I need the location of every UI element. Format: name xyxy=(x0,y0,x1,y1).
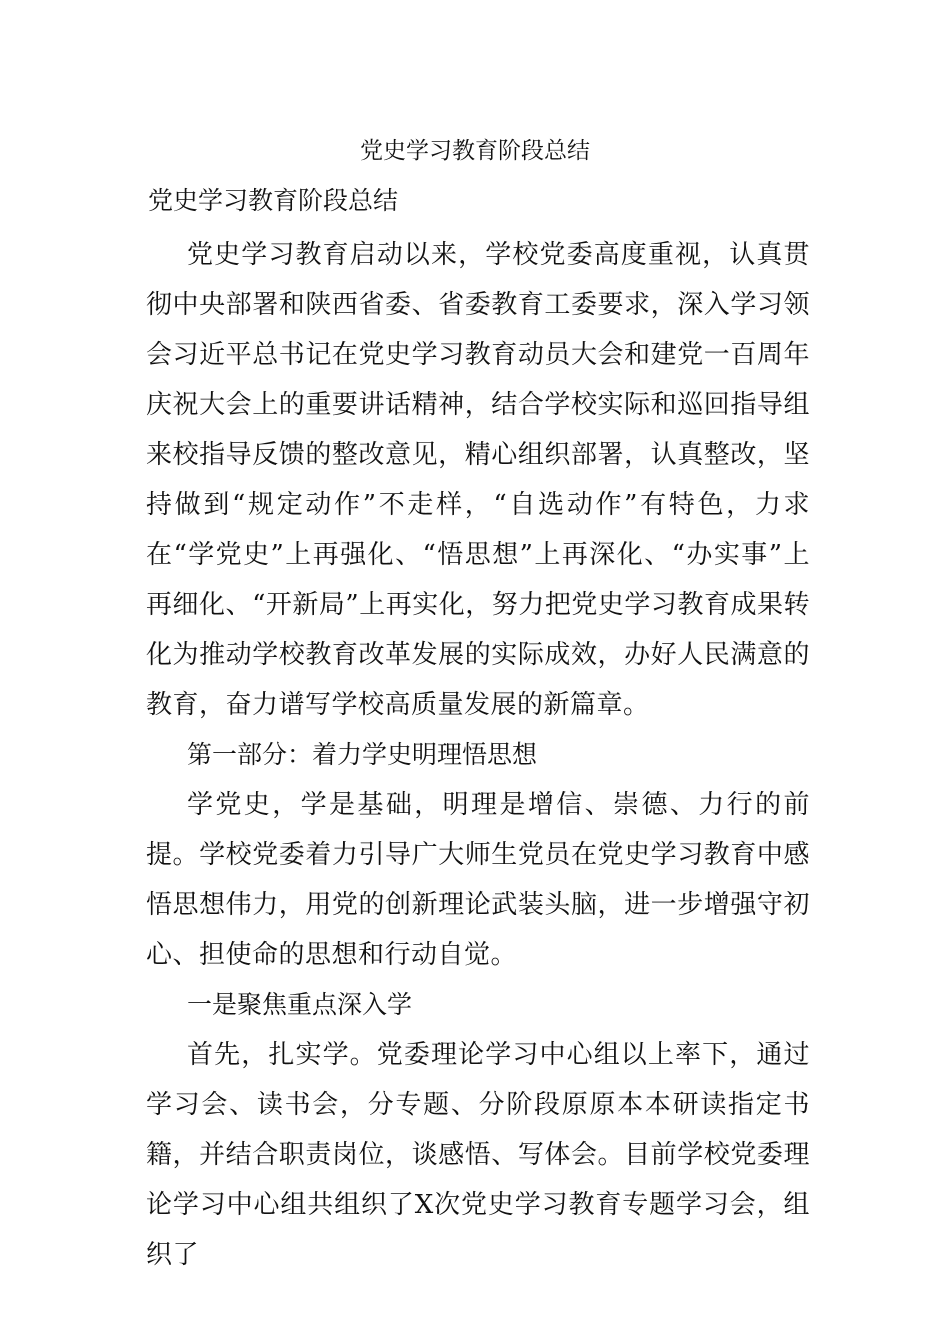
subsection-heading-one: 一是聚焦重点深入学 xyxy=(187,990,413,1019)
section-heading-part-one: 第一部分：着力学史明理悟思想 xyxy=(187,740,538,769)
document-body xyxy=(146,230,810,1280)
paragraph-study: 首先，扎实学。党委理论学习中心组以上率下，通过学习会、读书会，分专题、分阶段原原本本研读指定书籍，并结合职责岗位，谈感悟、写体会。目前学校党委理论学习中心组共组织了X次党史学习教育专题学习会，组织了 xyxy=(146,1040,810,1270)
document-subtitle: 党史学习教育阶段总结 xyxy=(148,186,399,215)
paragraph-intro: 党史学习教育启动以来，学校党委高度重视，认真贯彻中央部署和陕西省委、省委教育工委要求，深入学习领会习近平总书记在党史学习教育动员大会和建党一百周年庆祝大会上的重要讲话精神，结合学校实际和巡回指导组来校指导反馈的整改意见，精心组织部署，认真整改，坚持做到“规定动作”不走样，“自选动作”有特色，力求在“学党史”上再强化、“悟思想”上再深化、“办实事”上再细化、“开新局”上再实化，努力把党史学习教育成果转化为推动学校教育改革发展的实际成效，办好人民满意的教育，奋力谱写学校高质量发展的新篇章。 xyxy=(146,240,810,720)
paragraph-part-one: 学党史，学是基础，明理是增信、崇德、力行的前提。学校党委着力引导广大师生党员在党史学习教育中感悟思想伟力，用党的创新理论武装头脑，进一步增强守初心、担使命的思想和行动自觉。 xyxy=(146,790,810,970)
document-title: 党史学习教育阶段总结 xyxy=(360,138,590,164)
